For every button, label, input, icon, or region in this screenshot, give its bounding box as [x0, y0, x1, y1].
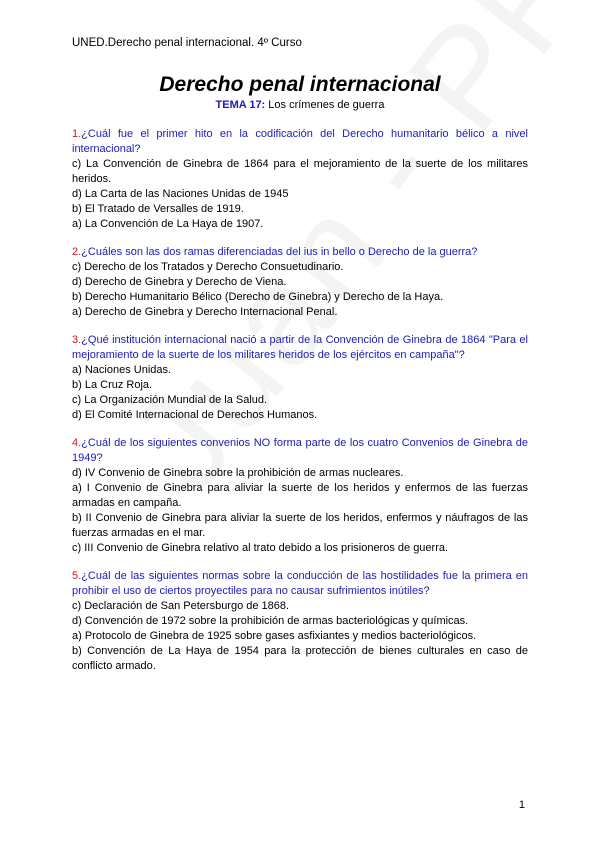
answer-option: b) Convención de La Haya de 1954 para la protección de bienes culturales en caso de conflicto armado.	[72, 645, 528, 672]
question-block	[72, 127, 528, 232]
answer-option: c) Derecho de los Tratados y Derecho Consuetudinario.	[72, 261, 344, 273]
question-block	[72, 569, 528, 674]
answer-option: b) Derecho Humanitario Bélico (Derecho de Ginebra) y Derecho de la Haya.	[72, 291, 444, 303]
answer-option: c) La Convención de Ginebra de 1864 para el mejoramiento de la suerte de los militares heridos.	[72, 158, 528, 185]
answer-option: d) Convención de 1972 sobre la prohibición de armas bacteriológicas y químicas.	[72, 615, 469, 627]
question-text: 1.¿Cuál fue el primer hito en la codificación del Derecho humanitario bélico a nivel internacional?	[72, 128, 528, 155]
question-text: 2.¿Cuáles son las dos ramas diferenciadas del ius in bello o Derecho de la guerra?	[72, 246, 478, 258]
page-number: 1	[518, 799, 525, 811]
answer-option: b) La Cruz Roja.	[72, 379, 153, 391]
answer-option: d) IV Convenio de Ginebra sobre la prohibición de armas nucleares.	[72, 467, 404, 479]
answer-option: d) La Carta de las Naciones Unidas de 1945	[72, 188, 289, 200]
question-block	[72, 333, 528, 423]
question-number: 1.	[72, 128, 82, 140]
page-title: Derecho penal internacional	[159, 73, 441, 96]
tema-label: TEMA 17:	[215, 99, 266, 111]
tema-topic: Los crímenes de guerra	[265, 99, 385, 111]
question-text: 4.¿Cuál de los siguientes convenios NO forma parte de los cuatro Convenios de Ginebra de 1949?	[72, 437, 528, 464]
question-text: 3.¿Qué institución internacional nació a partir de la Convención de Ginebra de 1864 "Para el mejoramiento de la suerte de los militares heridos de los ejércitos en campaña"?	[72, 334, 528, 361]
answer-option: c) III Convenio de Ginebra relativo al trato debido a los prisioneros de guerra.	[72, 542, 449, 554]
answer-option: a) La Convención de La Haya de 1907.	[72, 218, 264, 230]
answer-option: a) Protocolo de Ginebra de 1925 sobre gases asfixiantes y medios bacteriológicos.	[72, 630, 477, 642]
answer-option: b) II Convenio de Ginebra para aliviar la suerte de los heridos, enfermos y náufragos de las fuerzas armadas en el mar.	[72, 512, 528, 539]
question-number: 4.	[72, 437, 82, 449]
answer-option: c) Declaración de San Petersburgo de 1868.	[72, 600, 290, 612]
answer-option: d) El Comité Internacional de Derechos Humanos.	[72, 409, 318, 421]
answer-option: d) Derecho de Ginebra y Derecho de Viena.	[72, 276, 287, 288]
question-block	[72, 436, 528, 556]
question-block	[72, 245, 528, 320]
answer-option: a) I Convenio de Ginebra para aliviar la suerte de los heridos y enfermos de las fuerzas armadas en campaña.	[72, 482, 528, 509]
question-text: 5.¿Cuál de las siguientes normas sobre la conducción de las hostilidades fue la primera en prohibir el uso de ciertos proyectiles para no causar sufrimientos inútiles?	[72, 570, 528, 597]
question-number: 3.	[72, 334, 82, 346]
questions-list	[72, 127, 528, 687]
answer-option: c) La Organización Mundial de la Salud.	[72, 394, 268, 406]
question-number: 5.	[72, 570, 82, 582]
page-header: UNED.Derecho penal internacional. 4º Curso	[72, 37, 302, 49]
question-number: 2.	[72, 246, 82, 258]
answer-option: b) El Tratado de Versalles de 1919.	[72, 203, 244, 215]
answer-option: a) Naciones Unidas.	[72, 364, 172, 376]
answer-option: a) Derecho de Ginebra y Derecho Internacional Penal.	[72, 306, 338, 318]
page-subtitle	[0, 99, 600, 111]
